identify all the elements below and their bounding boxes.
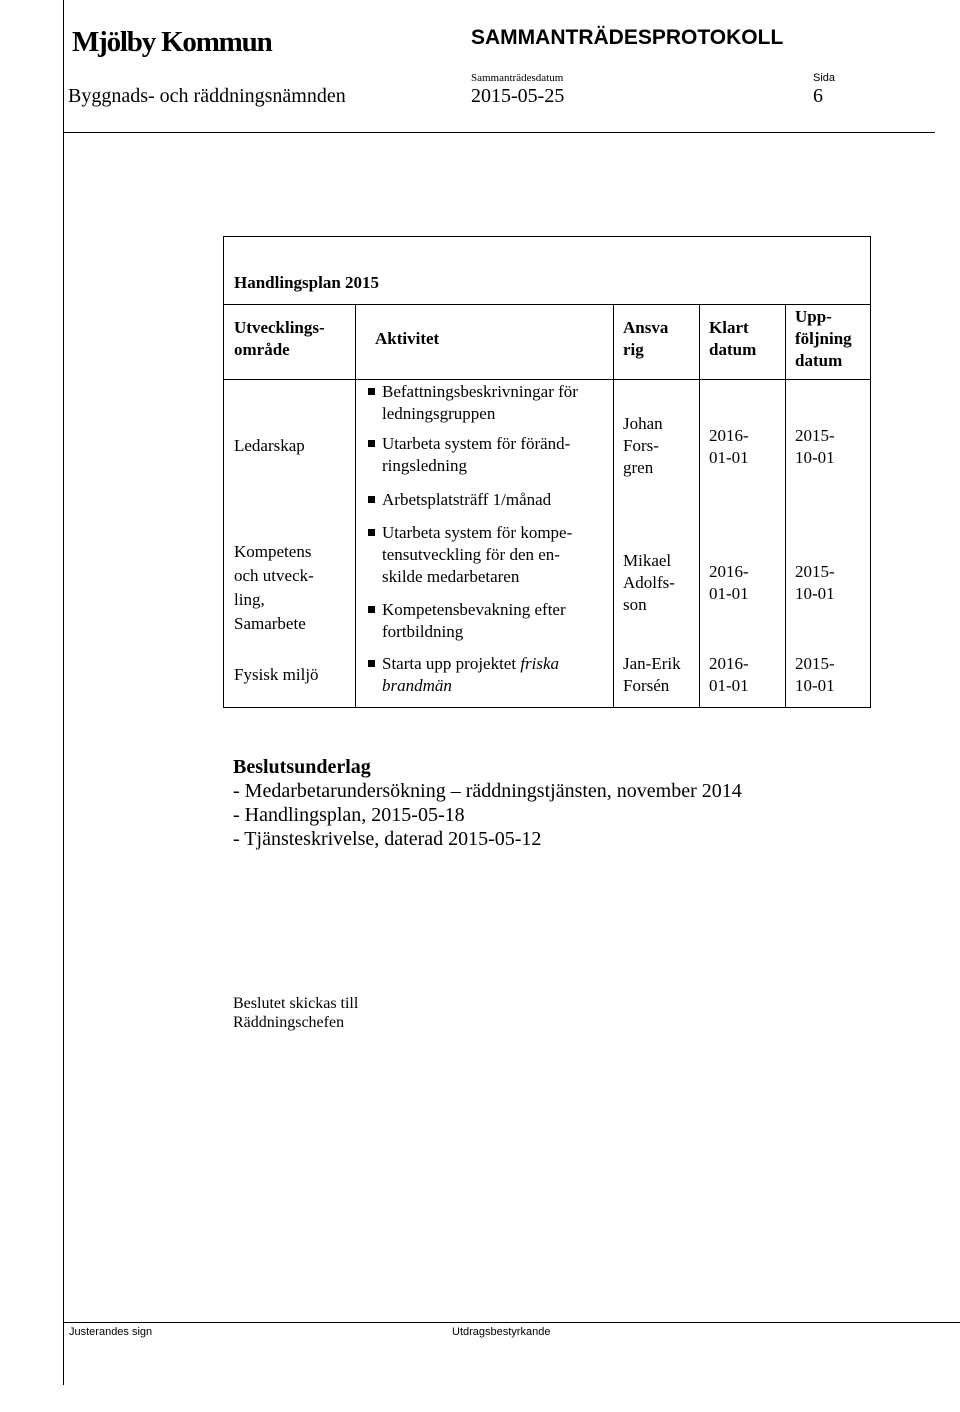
header-area: Utvecklings- område: [234, 318, 325, 359]
followup-date: 2015- 10-01: [795, 654, 835, 695]
doc-type: SAMMANTRÄDESPROTOKOLL: [471, 26, 784, 49]
basis-item: - Handlingsplan, 2015-05-18: [233, 804, 465, 826]
distribution-recipient: Räddningschefen: [233, 1014, 345, 1031]
header-followup: Upp- följning datum: [795, 307, 852, 370]
header-responsible: Ansva rig: [623, 318, 669, 359]
done-date: 2016- 01-01: [709, 562, 749, 603]
list-item: Utarbeta system för kompe- tensutveckling för den en- skilde medarbetaren: [364, 522, 627, 588]
list-item: Starta upp projektet friska brandmän: [364, 653, 627, 697]
table-column-rule: [699, 304, 700, 707]
committee-name: Byggnads- och räddningsnämnden: [68, 85, 346, 107]
list-item: Arbetsplatsträff 1/månad: [364, 489, 627, 511]
action-plan-table: [223, 236, 871, 708]
area-competence: Kompetens och utveck- ling, Samarbete: [234, 542, 314, 633]
bullet-square-icon: [368, 660, 375, 667]
page-label: Sida: [813, 72, 836, 84]
area-physical-environment: Fysisk miljö: [234, 665, 319, 684]
list-item: Kompetensbevakning efter fortbildning: [364, 599, 627, 643]
area-leadership: Ledarskap: [234, 436, 305, 455]
table-title: Handlingsplan 2015: [234, 273, 380, 292]
done-date: 2016- 01-01: [709, 654, 749, 695]
header-rule: [63, 132, 935, 133]
extract-label: Utdragsbestyrkande: [452, 1326, 551, 1338]
header-done-date: Klart datum: [709, 318, 757, 359]
sign-label: Justerandes sign: [69, 1326, 153, 1338]
table-column-rule: [355, 304, 356, 707]
responsible-name: Jan-Erik Forsén: [623, 654, 681, 695]
basis-heading: Beslutsunderlag: [233, 756, 371, 778]
bullet-square-icon: [368, 606, 375, 613]
table-column-rule: [785, 304, 786, 707]
footer-rule: [63, 1322, 960, 1323]
left-margin-rule: [63, 0, 64, 1385]
bullet-square-icon: [368, 388, 375, 395]
bullet-square-icon: [368, 496, 375, 503]
followup-date: 2015- 10-01: [795, 562, 835, 603]
list-item: Utarbeta system för föränd- ringsledning: [364, 433, 627, 477]
list-item: Befattningsbeskrivningar för ledningsgruppen: [364, 381, 627, 425]
bullet-square-icon: [368, 440, 375, 447]
distribution-label: Beslutet skickas till: [233, 995, 359, 1012]
followup-date: 2015- 10-01: [795, 426, 835, 467]
meeting-date-label: Sammanträdesdatum: [471, 72, 564, 84]
basis-item: - Tjänsteskrivelse, daterad 2015-05-12: [233, 828, 542, 850]
responsible-name: Mikael Adolfs- son: [623, 551, 675, 614]
done-date: 2016- 01-01: [709, 426, 749, 467]
responsible-name: Johan Fors- gren: [623, 414, 663, 477]
basis-item: - Medarbetarundersökning – räddningstjänsten, november 2014: [233, 780, 742, 802]
table-rule: [224, 304, 870, 305]
page-number: 6: [813, 85, 823, 107]
bullet-square-icon: [368, 529, 375, 536]
meeting-date: 2015-05-25: [471, 85, 565, 107]
table-rule: [224, 379, 870, 380]
org-name: Mjölby Kommun: [72, 26, 272, 58]
header-activity: Aktivitet: [375, 329, 440, 348]
